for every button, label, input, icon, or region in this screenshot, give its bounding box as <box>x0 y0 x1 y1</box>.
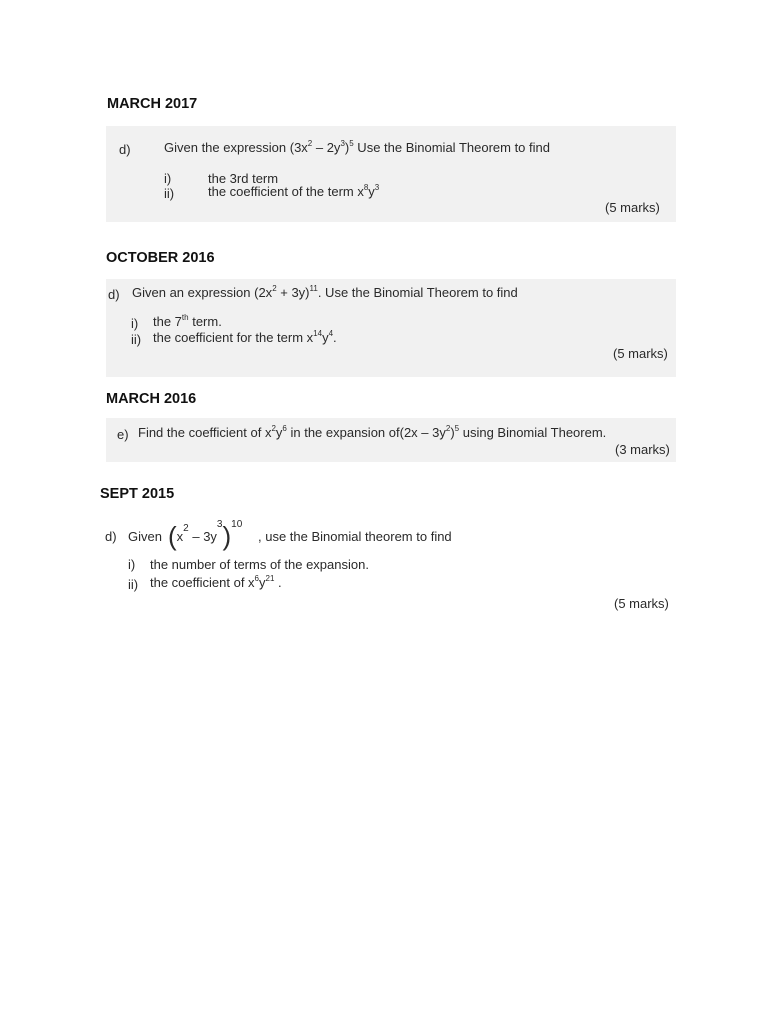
question-snippet-march-2017 <box>106 126 676 222</box>
part-text: the 3rd term <box>208 171 279 186</box>
part-label: i) <box>131 316 139 331</box>
marks-label: (3 marks) <box>615 442 670 457</box>
marks-label: (5 marks) <box>605 200 660 215</box>
binomial-expression: $(x^2 - 3y^3)^{10}$ <box>168 519 243 551</box>
question-snippet-october-2016 <box>106 279 676 377</box>
question-label: d) <box>105 529 117 544</box>
section-heading-march-2016: MARCH 2016 <box>106 391 197 407</box>
part-text: the coefficient of the term $x^8y^3$ <box>208 183 380 199</box>
marks-label: (5 marks) <box>613 346 668 361</box>
part-label: ii) <box>128 577 139 592</box>
part-text: the coefficient of $x^6y^{21}$ . <box>150 574 282 590</box>
part-label: ii) <box>131 332 142 347</box>
question-label: e) <box>117 427 129 442</box>
question-text: Given the expression $(3x^2 - 2y^3)^5$ Use the Binomial Theorem to find <box>164 139 550 155</box>
question-label: d) <box>119 142 131 157</box>
part-text: the coefficient for the term $x^{14}y^4$. <box>153 329 337 345</box>
part-label: i) <box>128 557 136 572</box>
part-label: ii) <box>164 186 175 201</box>
question-text: Find the coefficient of $x^2y^6$ in the expansion $of(2x - 3y^2)^5$ using Binomial Theorem. <box>138 424 607 440</box>
marks-label: (5 marks) <box>614 596 669 611</box>
question-text: , use the Binomial theorem to find <box>258 529 452 544</box>
question-text: Given an expression $(2x^2 + 3y)^{11}$. Use the Binomial Theorem to find <box>132 284 518 300</box>
section-heading-october-2016: OCTOBER 2016 <box>106 250 215 266</box>
question-prefix: Given <box>128 529 162 544</box>
question-snippet-march-2016 <box>106 418 676 462</box>
part-text: the number of terms of the expansion. <box>150 557 369 572</box>
question-label: d) <box>108 287 120 302</box>
section-heading-sept-2015: SEPT 2015 <box>100 486 175 502</box>
question-snippet-sept-2015 <box>100 512 676 622</box>
part-label: i) <box>164 171 172 186</box>
part-text: the 7th term. <box>153 313 222 329</box>
section-heading-march-2017: MARCH 2017 <box>107 96 198 112</box>
